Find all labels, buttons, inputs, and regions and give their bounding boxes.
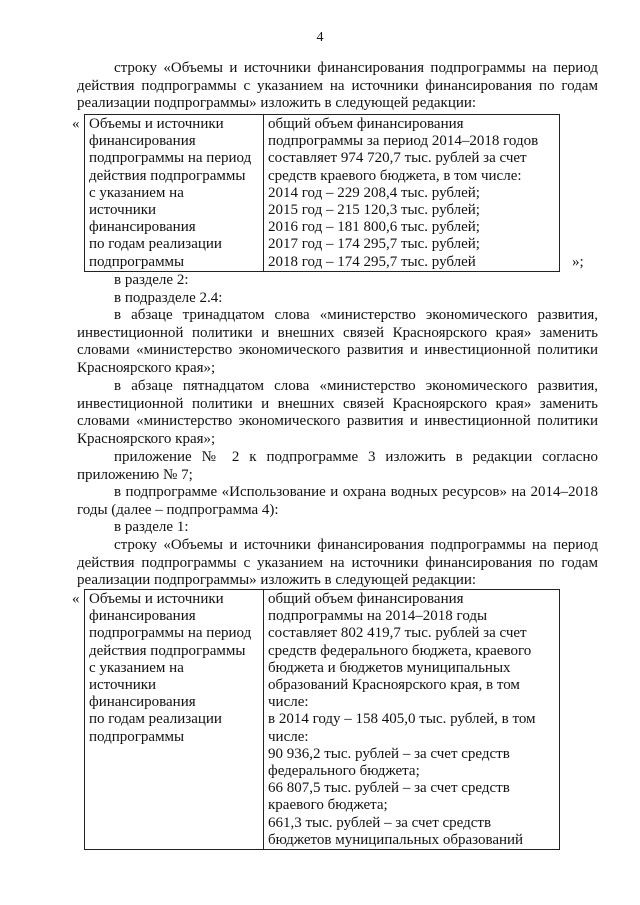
section-1-line: в разделе 1: (114, 519, 189, 535)
table1-right-line: 2018 год – 174 295,7 тыс. рублей (268, 253, 476, 270)
paragraph-subprogram-4: в подпрограмме «Использование и охрана водных ресурсов» на 2014–2018 годы (далее – подпрограмма 4): (77, 484, 598, 518)
table2-right-line: 661,3 тыс. рублей – за счет средств (268, 814, 492, 831)
table2-left-line: подпрограммы на период (89, 625, 252, 642)
table2-left-line: по годам реализации (89, 711, 222, 728)
table2-right-line: составляет 802 419,7 тыс. рублей за счет (268, 625, 527, 642)
quote-open-1: « (72, 116, 80, 132)
table2-left-line: источники (89, 677, 157, 694)
table2-left-line: финансирования (89, 608, 196, 625)
section-2-line: в разделе 2: (114, 272, 189, 288)
table2-right-line: бюджетов муниципальных образований (268, 831, 524, 848)
table2-right-line: общий объем финансирования (268, 591, 464, 607)
table2-right-line: федерального бюджета; (268, 763, 420, 780)
table1-left-line: финансирования (89, 133, 196, 150)
table1-left-line: финансирования (89, 219, 196, 236)
table1-left-line: с указанием на (89, 184, 184, 201)
subsection-2-4-line: в подразделе 2.4: (114, 290, 223, 306)
table1-left-line: источники (89, 202, 157, 219)
parameters-table-2 (84, 589, 560, 850)
table1-left-line: подпрограммы (89, 253, 185, 270)
table2-left-line: финансирования (89, 694, 196, 711)
table1-right-line: общий объем финансирования (268, 116, 464, 132)
parameters-table-1 (84, 114, 560, 272)
intro-paragraph-2: строку «Объемы и источники финансирования подпрограммы на период действия подпрограммы с указанием на источники финансирования по годам реализации подпрограммы» изложить в следующей редакции: (77, 537, 598, 589)
intro-paragraph-1: строку «Объемы и источники финансирования подпрограммы на период действия подпрограммы с указанием на источники финансирования по годам реализации подпрограммы» изложить в следующей редакции: (77, 60, 598, 112)
table2-right-line: образований Красноярского края, в том (268, 677, 520, 694)
page-number: 4 (316, 30, 324, 45)
table1-right-line: 2017 год – 174 295,7 тыс. рублей; (268, 236, 480, 253)
table2-right-line: подпрограммы на 2014–2018 годы (268, 608, 488, 625)
table1-right-cell (264, 115, 560, 272)
table2-left-line: с указанием на (89, 659, 184, 676)
paragraph-15th: в абзаце пятнадцатом слова «министерство экономического развития, инвестиционной политики и внешних связей Красноярского края» заменить словами «министерство экономического развития и инвестиционной политики Красноярского края»; (77, 378, 598, 447)
paragraph-appendix-2: приложение № 2 к подпрограмме 3 изложить в редакции согласно приложению № 7; (77, 449, 598, 483)
table1-right-line: 2014 год – 229 208,4 тыс. рублей; (268, 184, 480, 201)
table1-right-line: 2016 год – 181 800,6 тыс. рублей; (268, 219, 480, 236)
paragraph-13th: в абзаце тринадцатом слова «министерство экономического развития, инвестиционной политики и внешних связей Красноярского края» заменить словами «министерство экономического развития и инвестиционной политики Красноярского края»; (77, 307, 598, 376)
table2-right-line: 90 936,2 тыс. рублей – за счет средств (268, 745, 510, 762)
table2-left-line: Объемы и источники (89, 591, 224, 607)
table1-right-line: подпрограммы за период 2014–2018 годов (268, 133, 539, 150)
quote-open-2: « (72, 591, 80, 607)
table2-left-line: действия подпрограммы (89, 642, 246, 659)
table1-right-line: средств краевого бюджета, в том числе: (268, 167, 522, 184)
table2-left-line: подпрограммы (89, 728, 185, 745)
table2-right-line: в 2014 году – 158 405,0 тыс. рублей, в том (268, 711, 536, 728)
table2-left-cell (85, 590, 264, 850)
table1-right-line: составляет 974 720,7 тыс. рублей за счет (268, 150, 527, 167)
table1-left-line: подпрограммы на период (89, 150, 252, 167)
quote-close-1: »; (572, 254, 584, 270)
table1-left-cell (85, 115, 264, 272)
table2-right-line: бюджета и бюджетов муниципальных (268, 659, 511, 676)
table1-left-line: Объемы и источники (89, 116, 224, 132)
table2-right-cell (264, 590, 560, 850)
table2-right-line: числе: (268, 694, 309, 711)
table1-right-line: 2015 год – 215 120,3 тыс. рублей; (268, 202, 480, 219)
table1-left-line: по годам реализации (89, 236, 222, 253)
table2-right-line: средств федерального бюджета, краевого (268, 642, 532, 659)
table2-right-line: краевого бюджета; (268, 797, 388, 814)
table2-right-line: 66 807,5 тыс. рублей – за счет средств (268, 780, 510, 797)
table1-left-line: действия подпрограммы (89, 167, 246, 184)
table2-right-line: числе: (268, 728, 309, 745)
